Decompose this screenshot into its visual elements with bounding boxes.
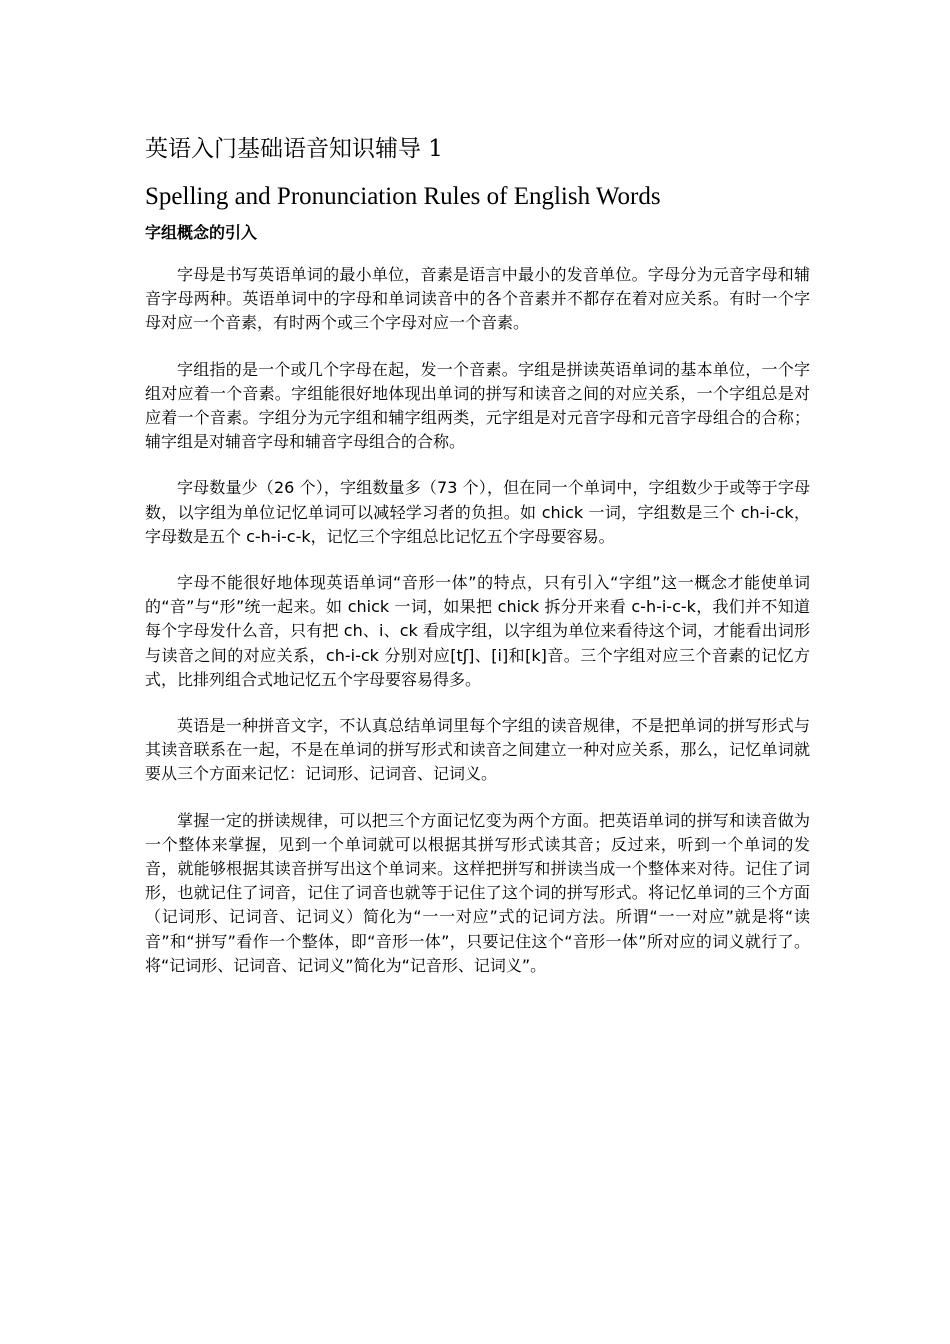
document-body xyxy=(145,131,810,1000)
paragraph: 字母数量少（26 个），字组数量多（73 个），但在同一个单词中，字组数少于或等于字母数，以字组为单位记忆单词可以减轻学习者的负担。如 chick 一词，字组数是三个 ch-i-ck，字母数是五个 c-h-i-c-k，记忆三个字组总比记忆五个字母要容易。 xyxy=(145,478,810,546)
paragraph: 英语是一种拼音文字，不认真总结单词里每个字组的读音规律，不是把单词的拼写形式与其读音联系在一起，不是在单词的拼写形式和读音之间建立一种对应关系，那么，记忆单词就要从三个方面来记忆：记词形、记词音、记词义。 xyxy=(145,716,810,784)
document-title: 英语入门基础语音知识辅导 1 xyxy=(145,136,443,162)
document-subtitle: Spelling and Pronunciation Rules of English Words xyxy=(145,183,661,210)
paragraph: 字母不能很好地体现英语单词“音形一体”的特点，只有引入“字组”这一概念才能使单词的“音”与“形”统一起来。如 chick 一词，如果把 chick 拆分开来看 c-h-i-c-k，我们并不知道每个字母发什么音，只有把 ch、i、ck 看成字组，以字组为单位来看待这个词，才能看出词形与读音之间的对应关系，ch-i-ck 分别对应[tʃ]、[i]和[k]音。三个字组对应三个音素的记忆方式，比排列组合式地记忆五个字母要容易得多。 xyxy=(145,573,810,689)
paragraph: 掌握一定的拼读规律，可以把三个方面记忆变为两个方面。把英语单词的拼写和读音做为一个整体来掌握，见到一个单词就可以根据其拼写形式读其音；反过来，听到一个单词的发音，就能够根据其读音拼写出这个单词来。这样把拼写和拼读当成一个整体来对待。记住了词形，也就记住了词音，记住了词音也就等于记住了这个词的拼写形式。将记忆单词的三个方面（记词形、记词音、记词义）简化为“一一对应”式的记词方法。所谓“一一对应”就是将“读音”和“拼写”看作一个整体，即“音形一体”，只要记住这个“音形一体”所对应的词义就行了。将“记词形、记词音、记词义”简化为“记音形、记词义”。 xyxy=(145,810,810,975)
paragraph: 字母是书写英语单词的最小单位，音素是语言中最小的发音单位。字母分为元音字母和辅音字母两种。英语单词中的字母和单词读音中的各个音素并不都存在着对应关系。有时一个字母对应一个音素，有时两个或三个字母对应一个音素。 xyxy=(145,265,810,333)
paragraph: 字组指的是一个或几个字母在起，发一个音素。字组是拼读英语单词的基本单位，一个字组对应着一个音素。字组能很好地体现出单词的拼写和读音之间的对应关系，一个字组总是对应着一个音素。字组分为元字组和辅字组两类，元字组是对元音字母和元音字母组合的合称；辅字组是对辅音字母和辅音字母组合的合称。 xyxy=(145,359,810,452)
section-heading: 字组概念的引入 xyxy=(145,223,258,242)
